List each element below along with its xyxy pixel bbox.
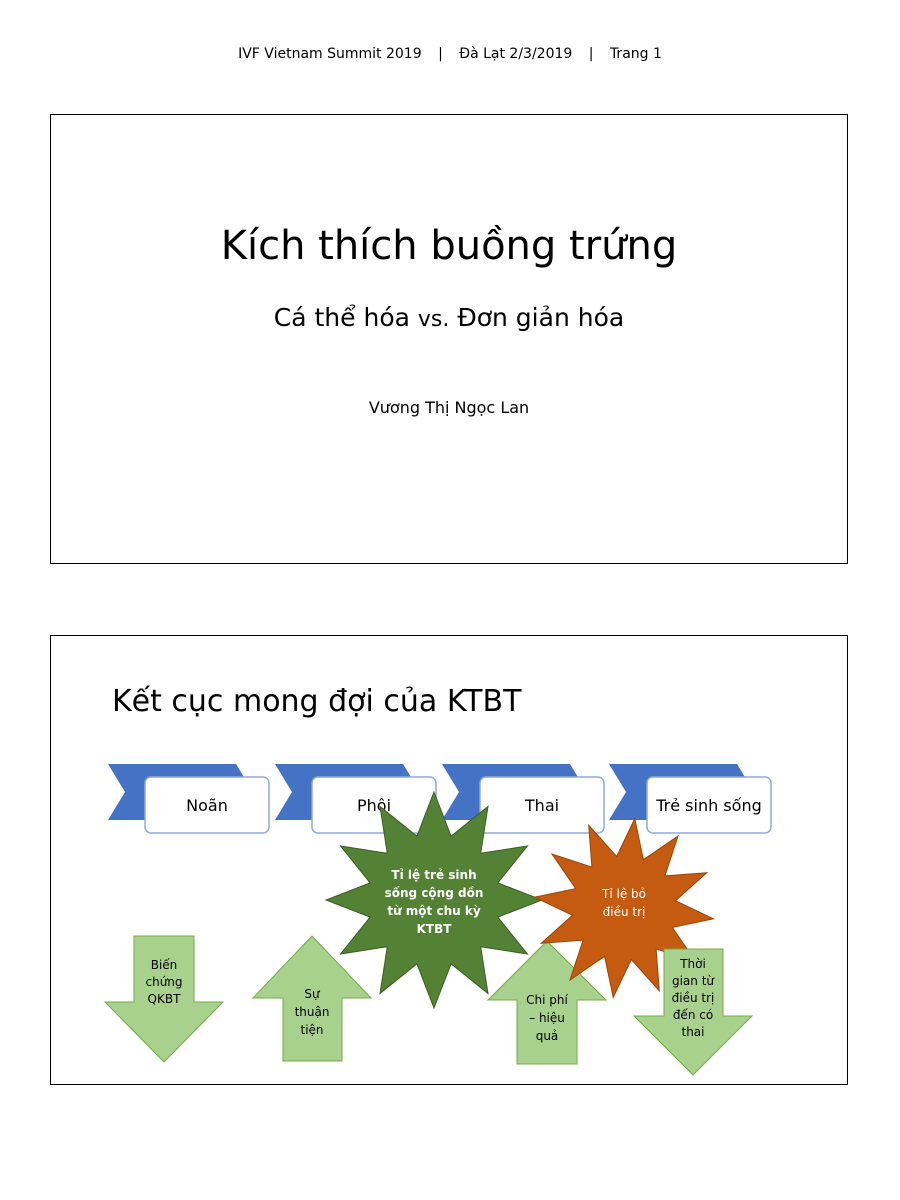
arrow-label-line: thai: [681, 1025, 705, 1039]
arrow-label-line: – hiệu: [529, 1011, 565, 1025]
chevron-3: [442, 764, 604, 833]
arrow-label-line: Thời: [680, 957, 706, 971]
header-separator: |: [588, 46, 594, 62]
header-place-date: Đà Lạt 2/3/2019: [459, 46, 573, 62]
star-label-line: từ một chu kỳ: [387, 904, 481, 918]
arrow-label-line: QKBT: [147, 992, 181, 1006]
page-header: [0, 46, 900, 62]
slide2-title: Kết cục mong đợi của KTBT: [112, 684, 522, 719]
slide1-title: Kích thích buồng trứng: [220, 223, 678, 269]
slide-expected-outcomes: [50, 635, 848, 1085]
arrow-label-line: quả: [535, 1029, 559, 1043]
arrow-up-convenience: [253, 936, 371, 1061]
chevron-label: Phôi: [356, 796, 392, 815]
chevron-2: [275, 764, 436, 833]
arrow-label-line: Sự: [304, 987, 320, 1001]
star-label-line: Tỉ lệ bỏ: [602, 887, 646, 901]
star-label-line: điều trị: [602, 905, 646, 919]
chevron-label: Thai: [524, 796, 560, 815]
chevron-label: Trẻ sinh sống: [656, 796, 762, 815]
header-separator: |: [438, 46, 443, 62]
header-page-number: Trang 1: [609, 46, 662, 62]
arrow-label-line: Biến: [150, 958, 178, 972]
arrow-label-line: thuận: [294, 1005, 330, 1019]
star-label-line: KTBT: [416, 922, 452, 936]
header-event: IVF Vietnam Summit 2019: [238, 46, 422, 62]
outcomes-diagram: [51, 636, 849, 1086]
chevron-1: [108, 764, 269, 833]
slide1-author: Vương Thị Ngọc Lan: [368, 398, 530, 417]
arrow-label-line: tiện: [300, 1023, 324, 1037]
chevron-label: Noãn: [186, 796, 228, 815]
arrow-down-complication: [105, 936, 223, 1062]
slide-title: [50, 114, 848, 564]
subtitle-vs: vs.: [417, 307, 450, 332]
arrow-label-line: gian từ: [671, 974, 715, 988]
arrow-label-line: đến có: [672, 1008, 714, 1022]
star-label-line: sống cộng dồn: [384, 886, 484, 900]
star-label-line: Tỉ lệ trẻ sinh: [391, 868, 477, 882]
subtitle-part2: Đơn giản hóa: [457, 303, 625, 332]
arrow-label-line: chứng: [145, 975, 183, 989]
arrow-label-line: Chi phí: [526, 993, 568, 1007]
slide1-subtitle: [51, 303, 847, 332]
arrow-label-line: điều trị: [671, 991, 715, 1005]
subtitle-part1: Cá thể hóa: [273, 303, 410, 332]
